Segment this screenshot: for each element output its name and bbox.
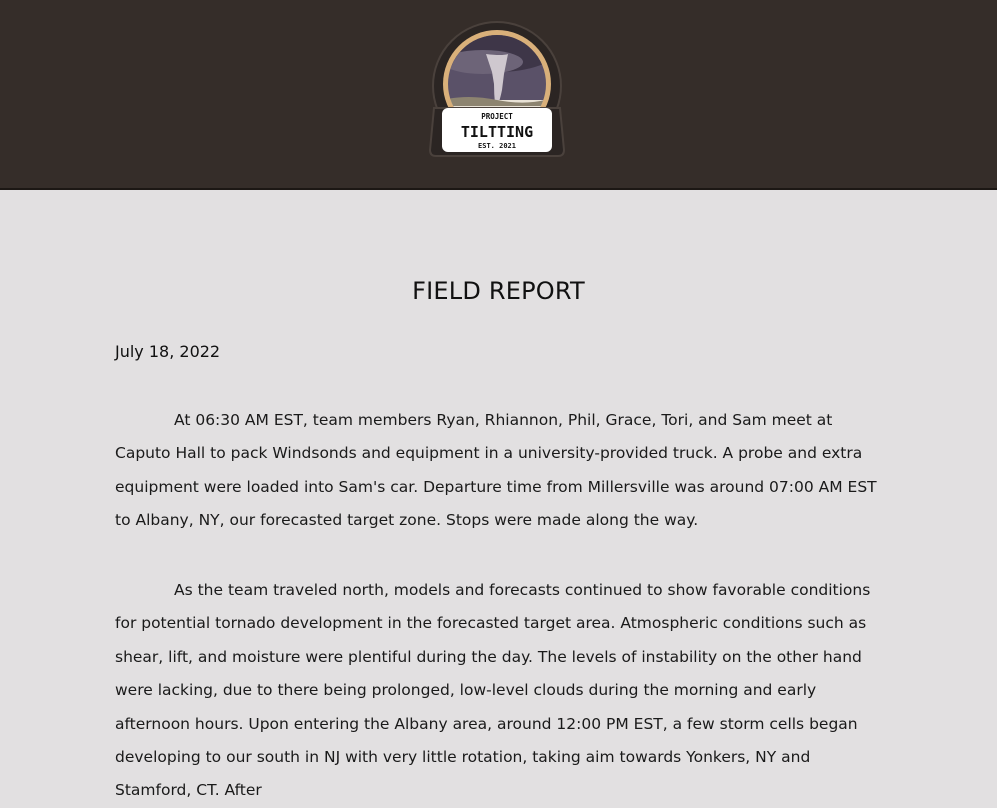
project-tiltting-logo[interactable] <box>428 20 566 160</box>
site-header <box>0 0 997 190</box>
logo-top-text: PROJECT <box>481 112 513 121</box>
report-paragraph: At 06:30 AM EST, team members Ryan, Rhiannon, Phil, Grace, Tori, and Sam meet at Caputo Hall to pack Windsonds and equipment in a university-provided truck. A probe and extra equipment were loaded into Sam's car. Departure time from Millersville was around 07:00 AM EST to Albany, NY, our forecasted target zone. Stops were made along the way. <box>115 411 877 530</box>
report-date: July 18, 2022 <box>115 342 221 361</box>
report-paragraph: As the team traveled north, models and forecasts continued to show favorable conditions for potential tornado development in the forecasted target area. Atmospheric conditions such as shear, lift, and moisture were plentiful during the day. The levels of instability on the other hand were lacking, due to there being prolonged, low-level clouds during the morning and early afternoon hours. Upon entering the Albany area, around 12:00 PM EST, a few storm cells began developing to our south in NJ with very little rotation, taking aim towards Yonkers, NY and Stamford, CT. After <box>115 581 871 800</box>
report-content <box>0 190 997 800</box>
page-title: FIELD REPORT <box>412 277 585 305</box>
logo-main-text: TILTTING <box>460 123 534 141</box>
logo-bottom-text: EST. 2021 <box>478 142 516 150</box>
